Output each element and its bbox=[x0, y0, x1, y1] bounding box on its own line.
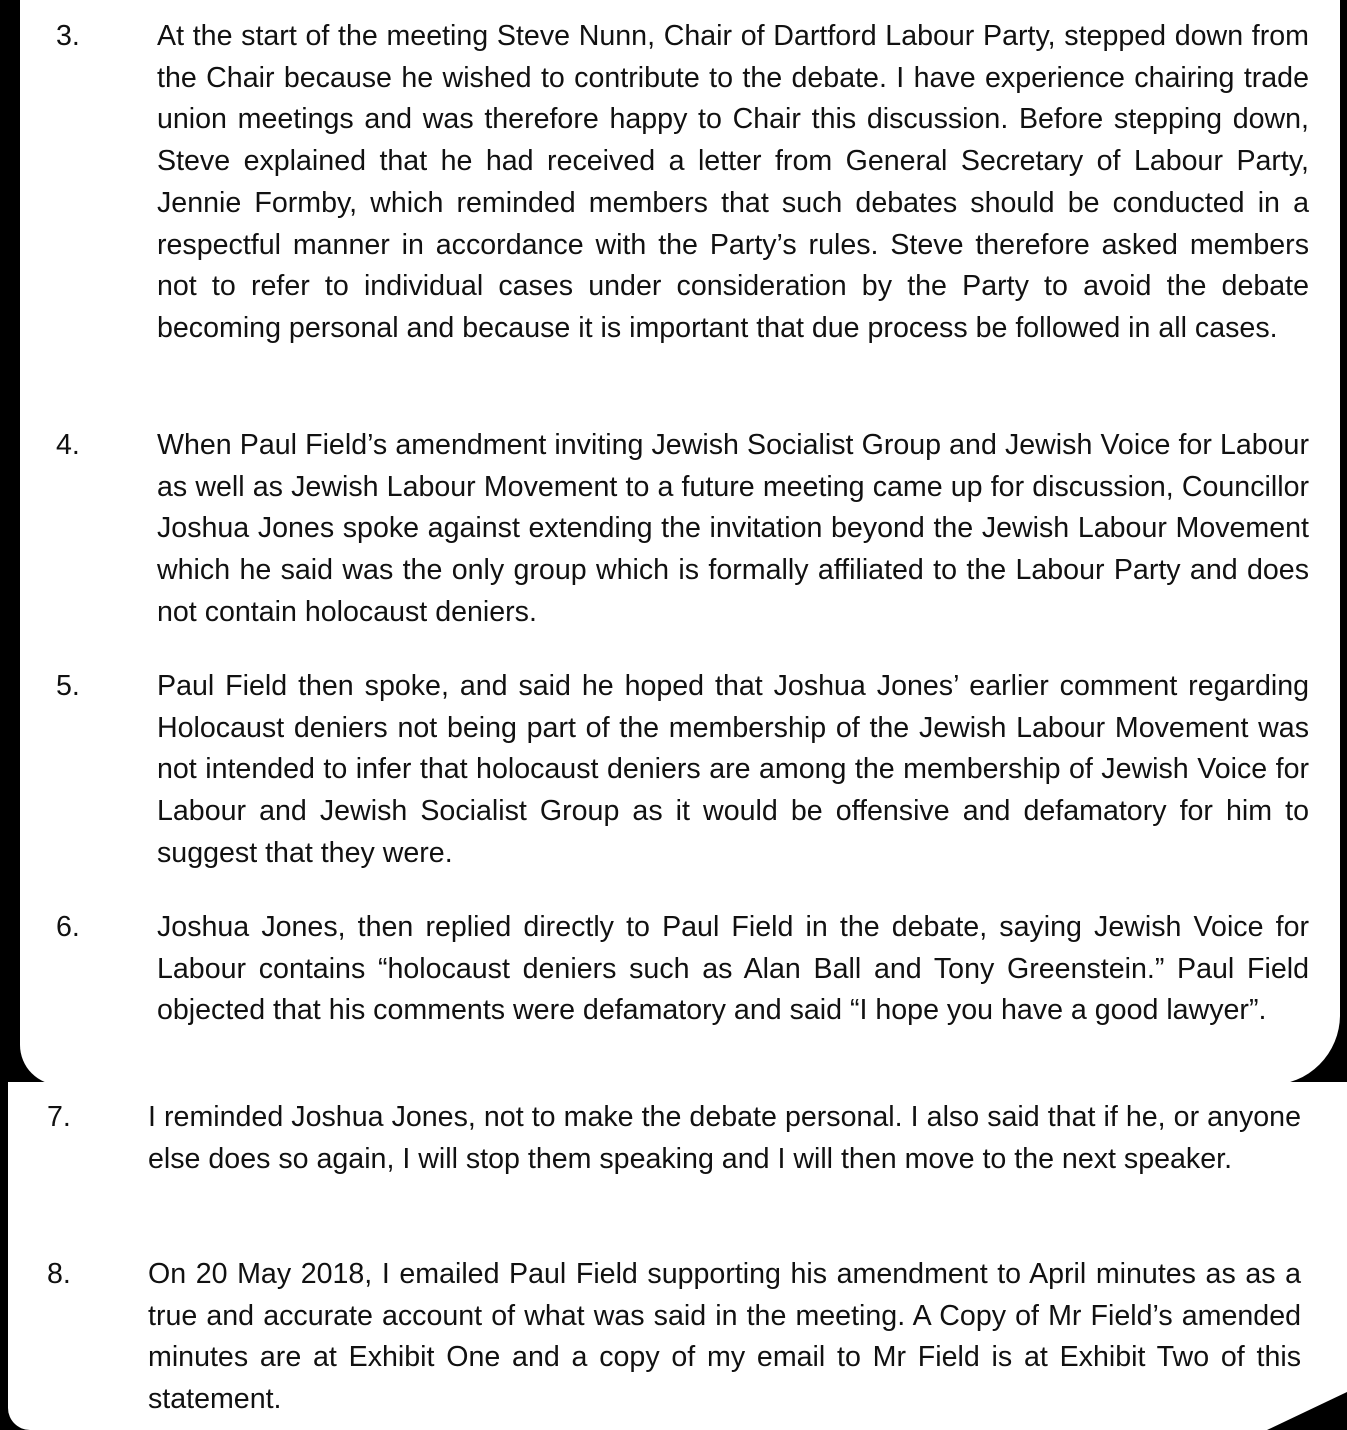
paragraph-8 bbox=[47, 1254, 1301, 1426]
paragraph-text: Paul Field then spoke, and said he hoped that Joshua Jones’ earlier comment regarding Holocaust deniers not being part of the membership of the Jewish Labour Movement was not intended to infer that holocaust deniers are among the membership of Jewish Voice for Labour and Jewish Socialist Group as it would be offensive and defamatory for him to suggest that they were. bbox=[157, 670, 1309, 869]
paragraph-6 bbox=[56, 907, 1309, 1077]
paragraph-text: On 20 May 2018, I emailed Paul Field supporting his amendment to April minutes as as a true and accurate account of what was said in the meeting. A Copy of Mr Field’s amended minutes are at Exhibit One and a copy of my email to Mr Field is at Exhibit Two of this statement. bbox=[148, 1258, 1301, 1416]
paragraph-number: 4. bbox=[56, 429, 80, 461]
paragraph-number: 5. bbox=[56, 670, 80, 702]
paragraph-4 bbox=[56, 425, 1309, 640]
paragraph-7 bbox=[47, 1097, 1301, 1227]
paragraph-text: When Paul Field’s amendment inviting Jewish Socialist Group and Jewish Voice for Labour as well as Jewish Labour Movement to a future meeting came up for discussion, Councillor Joshua Jones spoke against extending the invitation beyond the Jewish Labour Movement which he said was the only group which is formally affiliated to the Labour Party and does not contain holocaust deniers. bbox=[157, 429, 1309, 628]
paragraph-5 bbox=[56, 666, 1309, 881]
paragraph-text: I reminded Joshua Jones, not to make the debate personal. I also said that if he, or anyone else does so again, I will stop them speaking and I will then move to the next speaker. bbox=[148, 1101, 1301, 1175]
paragraph-number: 7. bbox=[47, 1101, 71, 1133]
paragraph-3 bbox=[56, 16, 1309, 396]
paragraph-number: 6. bbox=[56, 911, 80, 943]
paragraph-text: Joshua Jones, then replied directly to Paul Field in the debate, saying Jewish Voice for Labour contains “holocaust deniers such as Alan Ball and Tony Greenstein.” Paul Field objected that his comments were defamatory and said “I hope you have a good lawyer”. bbox=[157, 911, 1309, 1027]
paragraph-number: 3. bbox=[56, 20, 80, 52]
paragraph-number: 8. bbox=[47, 1258, 71, 1290]
paragraph-text: At the start of the meeting Steve Nunn, Chair of Dartford Labour Party, stepped down from the Chair because he wished to contribute to the debate. I have experience chairing trade union meetings and was therefore happy to Chair this discussion. Before stepping down, Steve explained that he had received a letter from General Secretary of Labour Party, Jennie Formby, which reminded members that such debates should be conducted in a respectful manner in accordance with the Party’s rules. Steve therefore asked members not to refer to individual cases under consideration by the Party to avoid the debate becoming personal and because it is important that due process be followed in all cases. bbox=[157, 20, 1309, 344]
